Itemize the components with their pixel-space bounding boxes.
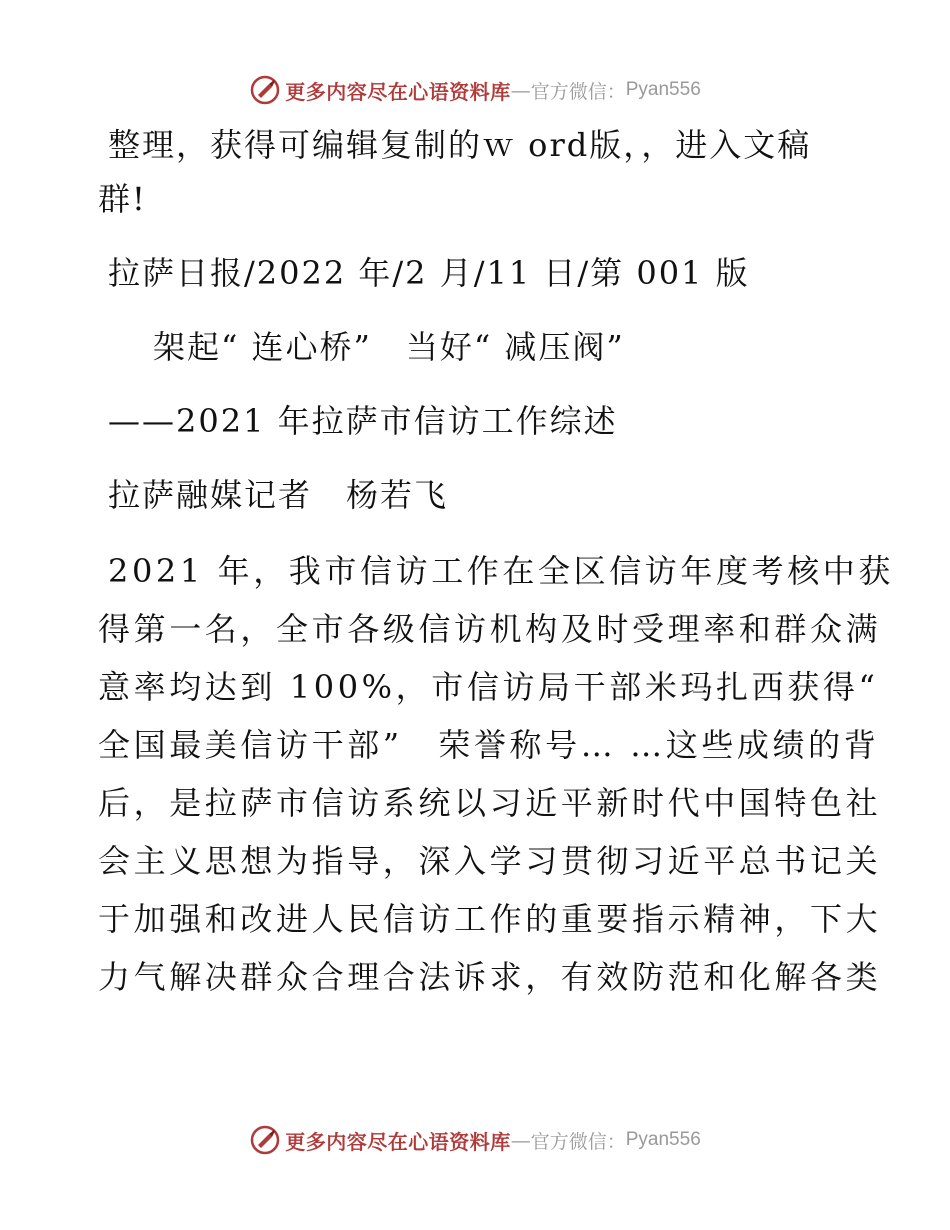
article-title: 架起“ 连心桥” 当好“ 减压阀” — [153, 328, 625, 366]
banner-separator: — — [510, 1128, 531, 1152]
intro-line: 整理，获得可编辑复制的ｗ ord版，，进入文稿 — [108, 126, 812, 164]
body-line: 后，是拉萨市信访系统以习近平新时代中国特色社 — [98, 784, 882, 822]
intro-text — [98, 118, 858, 226]
source-line: 拉萨日报/2022 年/2 月/11 日/第 001 版 — [108, 254, 750, 292]
body-line: 2021 年，我市信访工作在全区信访年度考核中获 — [108, 552, 895, 590]
body-line: 得第一名，全市各级信访机构及时受理率和群众满 — [98, 610, 882, 648]
logo-icon — [249, 74, 281, 106]
banner-site-text: 更多内容尽在心语资料库 — [285, 79, 511, 104]
banner-wechat-label: 官方微信： — [530, 80, 626, 103]
banner-separator: — — [510, 78, 531, 102]
footer-banner — [0, 1120, 950, 1160]
byline: 拉萨融媒记者 杨若飞 — [108, 476, 449, 514]
header-banner — [0, 70, 950, 110]
body-line: 意率均达到 100%，市信访局干部米玛扎西获得“ — [98, 668, 879, 706]
logo-icon — [249, 1124, 281, 1156]
intro-line: 群! — [98, 180, 147, 218]
banner-wechat-id: Pyan556 — [625, 79, 701, 100]
document-content — [98, 118, 895, 1006]
body-line: 于加强和改进人民信访工作的重要指示精神，下大 — [98, 900, 882, 938]
banner-wechat-label: 官方微信： — [530, 1130, 626, 1153]
article-subtitle: ——2021 年拉萨市信访工作综述 — [108, 402, 618, 440]
body-line: 全国最美信访干部” 荣誉称号… …这些成绩的背 — [98, 726, 880, 764]
body-paragraph — [98, 542, 895, 1006]
banner-wechat-id: Pyan556 — [625, 1129, 701, 1150]
body-line: 力气解决群众合理合法诉求，有效防范和化解各类 — [98, 958, 882, 996]
banner-site-text: 更多内容尽在心语资料库 — [285, 1129, 511, 1154]
body-line: 会主义思想为指导，深入学习贯彻习近平总书记关 — [98, 842, 882, 880]
